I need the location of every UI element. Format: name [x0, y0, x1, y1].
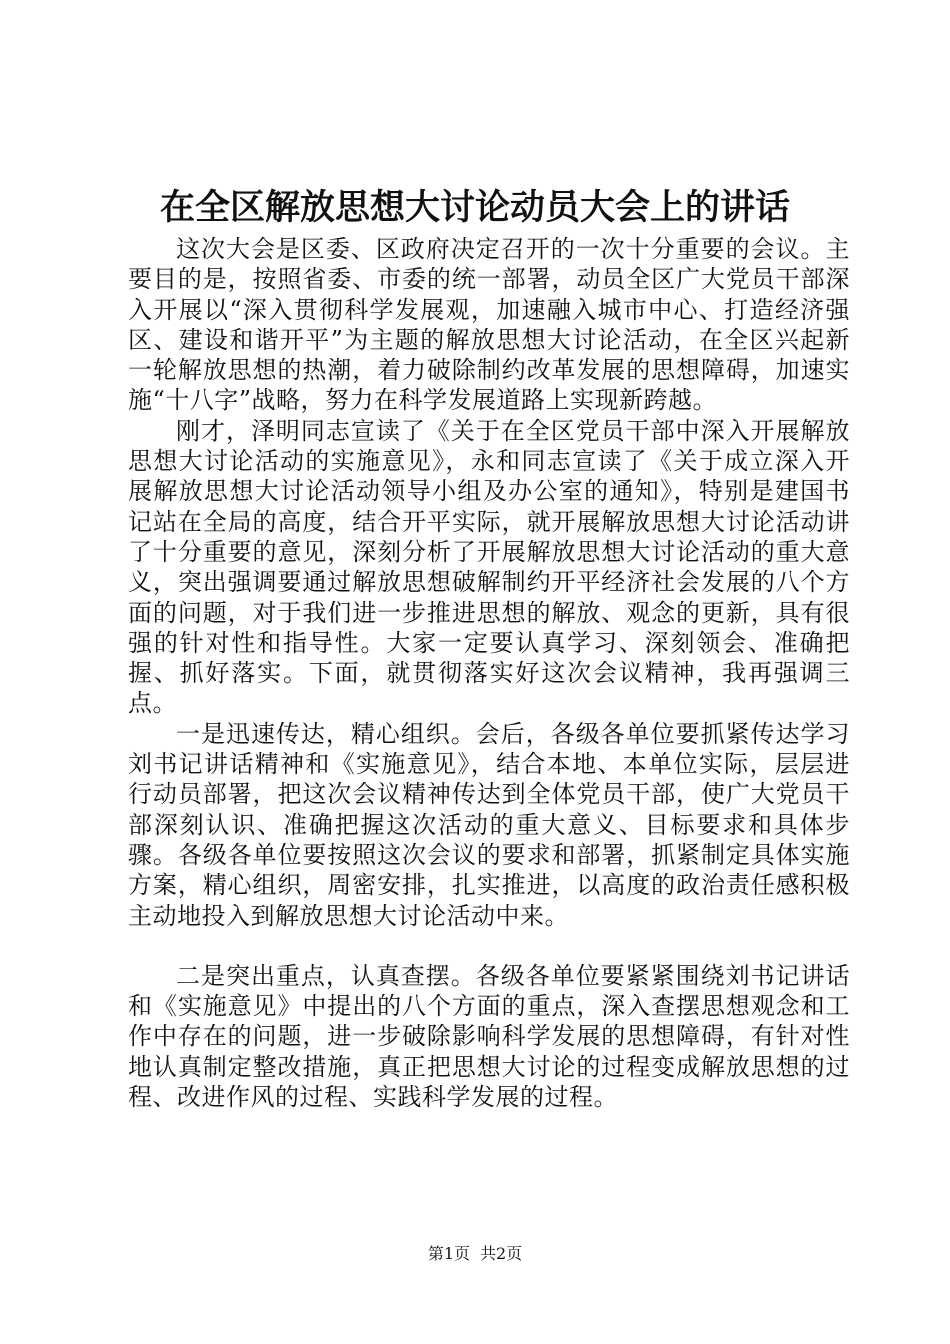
document-title: 在全区解放思想大讨论动员大会上的讲话 — [159, 188, 790, 228]
page-number: 第1页 — [427, 1244, 470, 1263]
paragraph-spacer — [128, 931, 850, 961]
page-footer — [0, 1244, 950, 1264]
paragraph-intro: 这次大会是区委、区政府决定召开的一次十分重要的会议。主要目的是，按照省委、市委的统一部署，动员全区广大党员干部深入开展以“深入贯彻科学发展观，加速融入城市中心、打造经济强区、建设和谐开平”为主题的解放思想大讨论活动，在全区兴起新一轮解放思想的热潮，着力破除制约改革发展的思想障碍，加速实施“十八字”战略，努力在科学发展道路上实现新跨越。 — [128, 235, 850, 415]
paragraph-point-two: 二是突出重点，认真查摆。各级各单位要紧紧围绕刘书记讲话和《实施意见》中提出的八个方面的重点，深入查摆思想观念和工作中存在的问题，进一步破除影响科学发展的思想障碍，有针对性地认真制定整改措施，真正把思想大讨论的过程变成解放思想的过程、改进作风的过程、实践科学发展的过程。 — [128, 961, 850, 1112]
paragraph-summary: 刚才，泽明同志宣读了《关于在全区党员干部中深入开展解放思想大讨论活动的实施意见》，永和同志宣读了《关于成立深入开展解放思想大讨论活动领导小组及办公室的通知》，特别是建国书记站在全局的高度，结合开平实际，就开展解放思想大讨论活动讲了十分重要的意见，深刻分析了开展解放思想大讨论活动的重大意义，突出强调要通过解放思想破解制约开平经济社会发展的八个方面的问题，对于我们进一步推进思想的解放、观念的更新，具有很强的针对性和指导性。大家一定要认真学习、深刻领会、准确把握、抓好落实。下面，就贯彻落实好这次会议精神，我再强调三点。 — [128, 416, 850, 718]
paragraph-point-one: 一是迅速传达，精心组织。会后，各级各单位要抓紧传达学习刘书记讲话精神和《实施意见》，结合本地、本单位实际，层层进行动员部署，把这次会议精神传达到全体党员干部，使广大党员干部深刻认识、准确把握这次活动的重大意义、目标要求和具体步骤。各级各单位要按照这次会议的要求和部署，抓紧制定具体实施方案，精心组织，周密安排，扎实推进，以高度的政治责任感积极主动地投入到解放思想大讨论活动中来。 — [128, 719, 850, 930]
document-body — [128, 234, 850, 1112]
page-total: 共2页 — [480, 1244, 523, 1263]
